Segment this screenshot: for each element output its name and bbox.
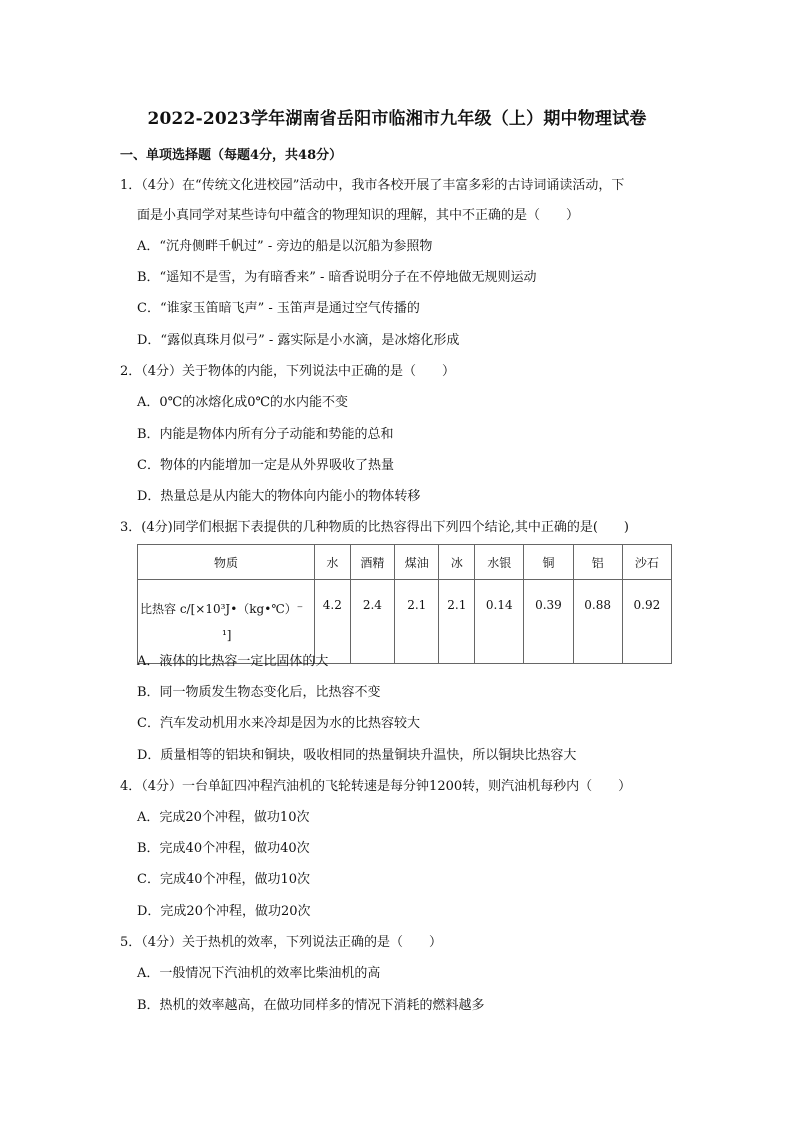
- table-header-cell: 沙石: [622, 545, 671, 580]
- table-row: [138, 580, 672, 664]
- question-3-option-b: B．同一物质发生物态变化后，比热容不变: [137, 685, 381, 700]
- table-cell: 4.2: [315, 580, 351, 664]
- question-4-option-c: C．完成40个冲程，做功10次: [137, 872, 311, 887]
- table-row-label: [138, 580, 315, 664]
- table-cell: 0.39: [524, 580, 573, 664]
- question-5-option-a: A．一般情况下汽油机的效率比柴油机的高: [137, 966, 381, 981]
- table-header-cell: 铝: [573, 545, 622, 580]
- table-header-cell: 物质: [138, 545, 315, 580]
- question-4-option-a: A．完成20个冲程，做功10次: [137, 810, 310, 825]
- question-4-option-b: B．完成40个冲程，做功40次: [137, 841, 310, 856]
- question-3-text: 3．(4分)同学们根据下表提供的几种物质的比热容得出下列四个结论,其中正确的是( ): [120, 520, 629, 535]
- table-cell: 0.92: [622, 580, 671, 664]
- question-2-text: 2．（4分）关于物体的内能，下列说法中正确的是（ ）: [120, 364, 456, 379]
- question-2-option-c: C．物体的内能增加一定是从外界吸收了热量: [137, 458, 394, 473]
- table-header-cell: 铜: [524, 545, 573, 580]
- question-4-option-d: D．完成20个冲程，做功20次: [137, 904, 311, 919]
- question-2-option-b: B．内能是物体内所有分子动能和势能的总和: [137, 427, 394, 442]
- question-3-option-a: A．液体的比热容一定比固体的大: [137, 654, 329, 669]
- table-header-cell: 酒精: [350, 545, 394, 580]
- table-header-cell: 水: [315, 545, 351, 580]
- section-heading: 一、单项选择题（每题4分，共48分）: [120, 148, 343, 163]
- table-header-cell: 水银: [475, 545, 524, 580]
- question-3-option-d: D．质量相等的铝块和铜块，吸收相同的热量铜块升温快，所以铜块比热容大: [137, 748, 577, 763]
- table-cell: 0.14: [475, 580, 524, 664]
- row-label-line-1: 比热容 c/[×10³J•（kg•℃）⁻: [140, 601, 304, 616]
- table-header-cell: 煤油: [395, 545, 439, 580]
- question-1-text-cont: 面是小真同学对某些诗句中蕴含的物理知识的理解，其中不正确的是（ ）: [137, 208, 580, 223]
- question-2-option-d: D．热量总是从内能大的物体向内能小的物体转移: [137, 489, 421, 504]
- table-header-cell: 冰: [439, 545, 475, 580]
- table-cell: 2.4: [350, 580, 394, 664]
- question-5-text: 5．（4分）关于热机的效率，下列说法正确的是（ ）: [120, 935, 443, 950]
- table-cell: 0.88: [573, 580, 622, 664]
- question-1-option-b: B．“遥知不是雪，为有暗香来” - 暗香说明分子在不停地做无规则运动: [137, 270, 537, 285]
- row-label-line-2: ¹]: [222, 627, 232, 642]
- question-2-option-a: A．0℃的冰熔化成0℃的水内能不变: [137, 395, 349, 410]
- question-4-text: 4．（4分）一台单缸四冲程汽油机的飞轮转速是每分钟1200转，则汽油机每秒内（ ）: [120, 779, 632, 794]
- question-5-option-b: B．热机的效率越高，在做功同样多的情况下消耗的燃料越多: [137, 998, 485, 1013]
- table-cell: 2.1: [439, 580, 475, 664]
- page-title: 2022-2023学年湖南省岳阳市临湘市九年级（上）期中物理试卷: [147, 109, 647, 129]
- table-header-row: [138, 545, 672, 580]
- specific-heat-table: [137, 544, 672, 664]
- question-1-option-d: D．“露似真珠月似弓” - 露实际是小水滴，是冰熔化形成: [137, 333, 460, 348]
- question-1-text: 1．（4分）在“传统文化进校园”活动中，我市各校开展了丰富多彩的古诗词诵读活动，下: [120, 178, 625, 193]
- question-1-option-c: C．“谁家玉笛暗飞声” - 玉笛声是通过空气传播的: [137, 301, 420, 316]
- question-3-option-c: C．汽车发动机用水来冷却是因为水的比热容较大: [137, 716, 420, 731]
- question-1-option-a: A．“沉舟侧畔千帆过” - 旁边的船是以沉船为参照物: [137, 239, 433, 254]
- table-cell: 2.1: [395, 580, 439, 664]
